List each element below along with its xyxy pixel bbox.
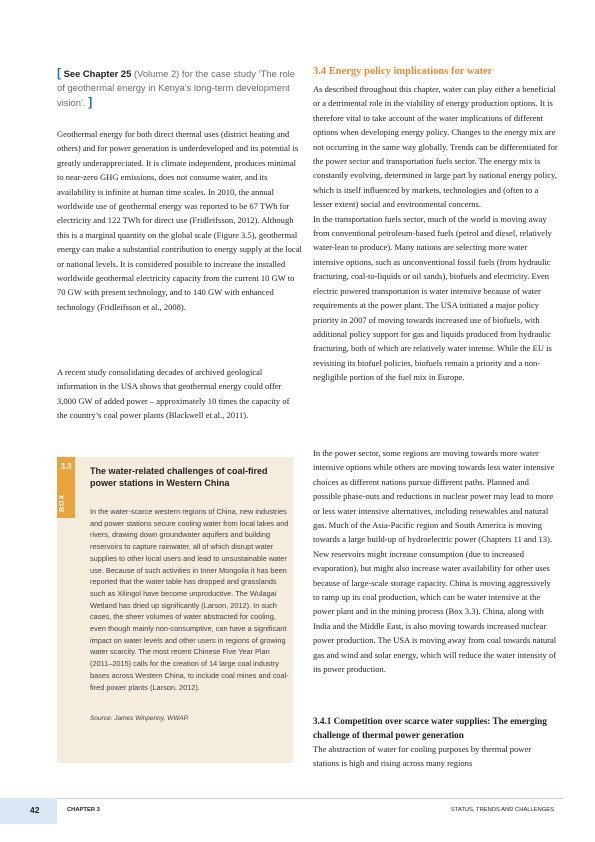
left-body-text: [57, 127, 302, 314]
right-body-text: [313, 82, 558, 385]
subsection-heading: 3.4.1 Competition over scarce water supplies: The emerging challenge of thermal power generation: [313, 716, 547, 740]
box-title: The water-related challenges of coal-fired power stations in Western China: [90, 466, 268, 488]
footer-running-head: STATUS, TRENDS AND CHALLENGES: [450, 807, 554, 813]
section-heading: 3.4 Energy policy implications for water: [313, 66, 493, 77]
transportation-paragraph: In the transportation fuels sector, much of the world is moving away from conventional petroleum-based fuels (petrol and diesel, relatively water-lean to produce). Many nations are selecting more water intensive options, such as unconventional fossil fuels (from hydraulic fracturing, coal-to-liquids or oil sands), biofuels and electricity. Even electric powered transportation is water intensive because of water requirements at the power plant. The USA initiated a major policy priority in 2007 of moving towards increased use of biofuels, with additional policy support for gas and liquids produced from hydraulic fracturing, both of which are relatively water intense. While the EU is revisiting its biofuel policies, biofuels remain a priority and a non-negligible portion of the fuel mix in Europe.: [313, 213, 552, 383]
callout-text: (Volume 2) for the case study ‘The role of geothermal energy in Kenya’s long-term development vision’.: [57, 68, 295, 108]
left-body-text-2: [57, 365, 302, 423]
box-number: 3.3: [60, 462, 72, 471]
close-bracket: ]: [88, 95, 93, 109]
right-body-text-2: [313, 446, 558, 677]
abstraction-paragraph: The abstraction of water for cooling purposes by thermal power stations is high and rising across many regions: [313, 744, 532, 769]
box-source: Source: James Winpenny, WWAP.: [90, 715, 189, 722]
energy-policy-paragraph: As described throughout this chapter, water can play either a beneficial or a detrimental role in the viability of energy production options. It is therefore vital to take account of the water implications of different options when developing energy policy. Changes to the energy mix are not occurring in the same way globally. Trends can be differentiated for the power sector and transportation fuels sector. The energy mix is constantly evolving, determined in large part by national energy policy, which is itself influenced by markets, technologies and (often to a lesser extent) social and environmental concerns.: [313, 84, 558, 210]
chapter-reference-callout: [57, 66, 297, 110]
footer-divider: [57, 798, 563, 799]
box-body: In the water-scarce western regions of China, new industries and power stations secure cooling water from local lakes and rivers, drawing down groundwater aquifers and building reservoirs to capture rainwater, all of which disrupt water supplies to other local users and lead to unsustainable water use. Because of such activities in Inner Mongolia it has been reported that the water table has dropped and grasslands such as Xilingol have become unproductive. The Wulagai Wetland has dried up significantly (Larson, 2012). In such cases, the sheer volumes of water abstracted for cooling, even though mainly non-consumptive, can have a significant impact on water levels and other users in regions of growing water scarcity. The most recent Chinese Five Year Plan (2011–2015) calls for the creation of 14 large coal industry bases across Western China, to include coal mines and coal-fired power plants (Larson, 2012).: [90, 507, 289, 692]
chapter-reference-link[interactable]: See Chapter 25: [63, 68, 132, 79]
usa-geothermal-paragraph: A recent study consolidating decades of archived geological information in the USA shows that geothermal energy could offer 3,000 GW of added power – approximately 10 times the capacity of the country’s coal power plants (Blackwell et al., 2011).: [57, 367, 290, 421]
open-bracket: [: [57, 66, 61, 80]
page-number: 42: [30, 805, 40, 815]
page-number-tab: [0, 798, 57, 824]
right-body-text-3: [313, 742, 558, 771]
power-sector-paragraph: In the power sector, some regions are moving towards more water intensive options while others are moving towards less water intensive choices as different nations pursue different paths. Planned and possible phase-outs and reductions in nuclear power may lead to more or less water intensive alternatives, including renewables and natural gas. Much of the Asia-Pacific region and South America is moving towards a large build-up of hydroelectric power (Chapters 11 and 13). New reservoirs might increase consumption (due to increased evaporation), but might also increase water availability for other uses because of large-scale storage capacity. China is moving aggressively to ramp up its coal production, which can be water intensive at the power plant and in the mining process (Box 3.3). China, along with India and the Middle East, is also moving towards increased nuclear power production. The USA is moving away from coal towards natural gas and wind and solar energy, which will reduce the water intensity of its power production.: [313, 448, 557, 675]
footer-chapter: CHAPTER 3: [67, 807, 100, 813]
geothermal-paragraph: Geothermal energy for both direct thermal uses (district heating and others) and for power generation is underdeveloped and its potential is greatly underappreciated. It is climate independent, produces minimal to near-zero GHG emissions, does not consume water, and its availability is infinite at human time scales. In 2010, the annual worldwide use of geothermal energy was reported to be 67 TWh for electricity and 122 TWh for direct use (Fridleifsson, 2012). Although this is a marginal quantity on the global scale (Figure 3.5), geothermal energy can make a substantial contribution to energy supply at the local or national levels. It is considered possible to increase the installed worldwide geothermal electricity capacity from the current 10 GW to 70 GW with present technology, and to 140 GW with enhanced technology (Fridleifsson et al., 2008).: [57, 129, 302, 312]
box-label: BOX: [59, 493, 66, 512]
